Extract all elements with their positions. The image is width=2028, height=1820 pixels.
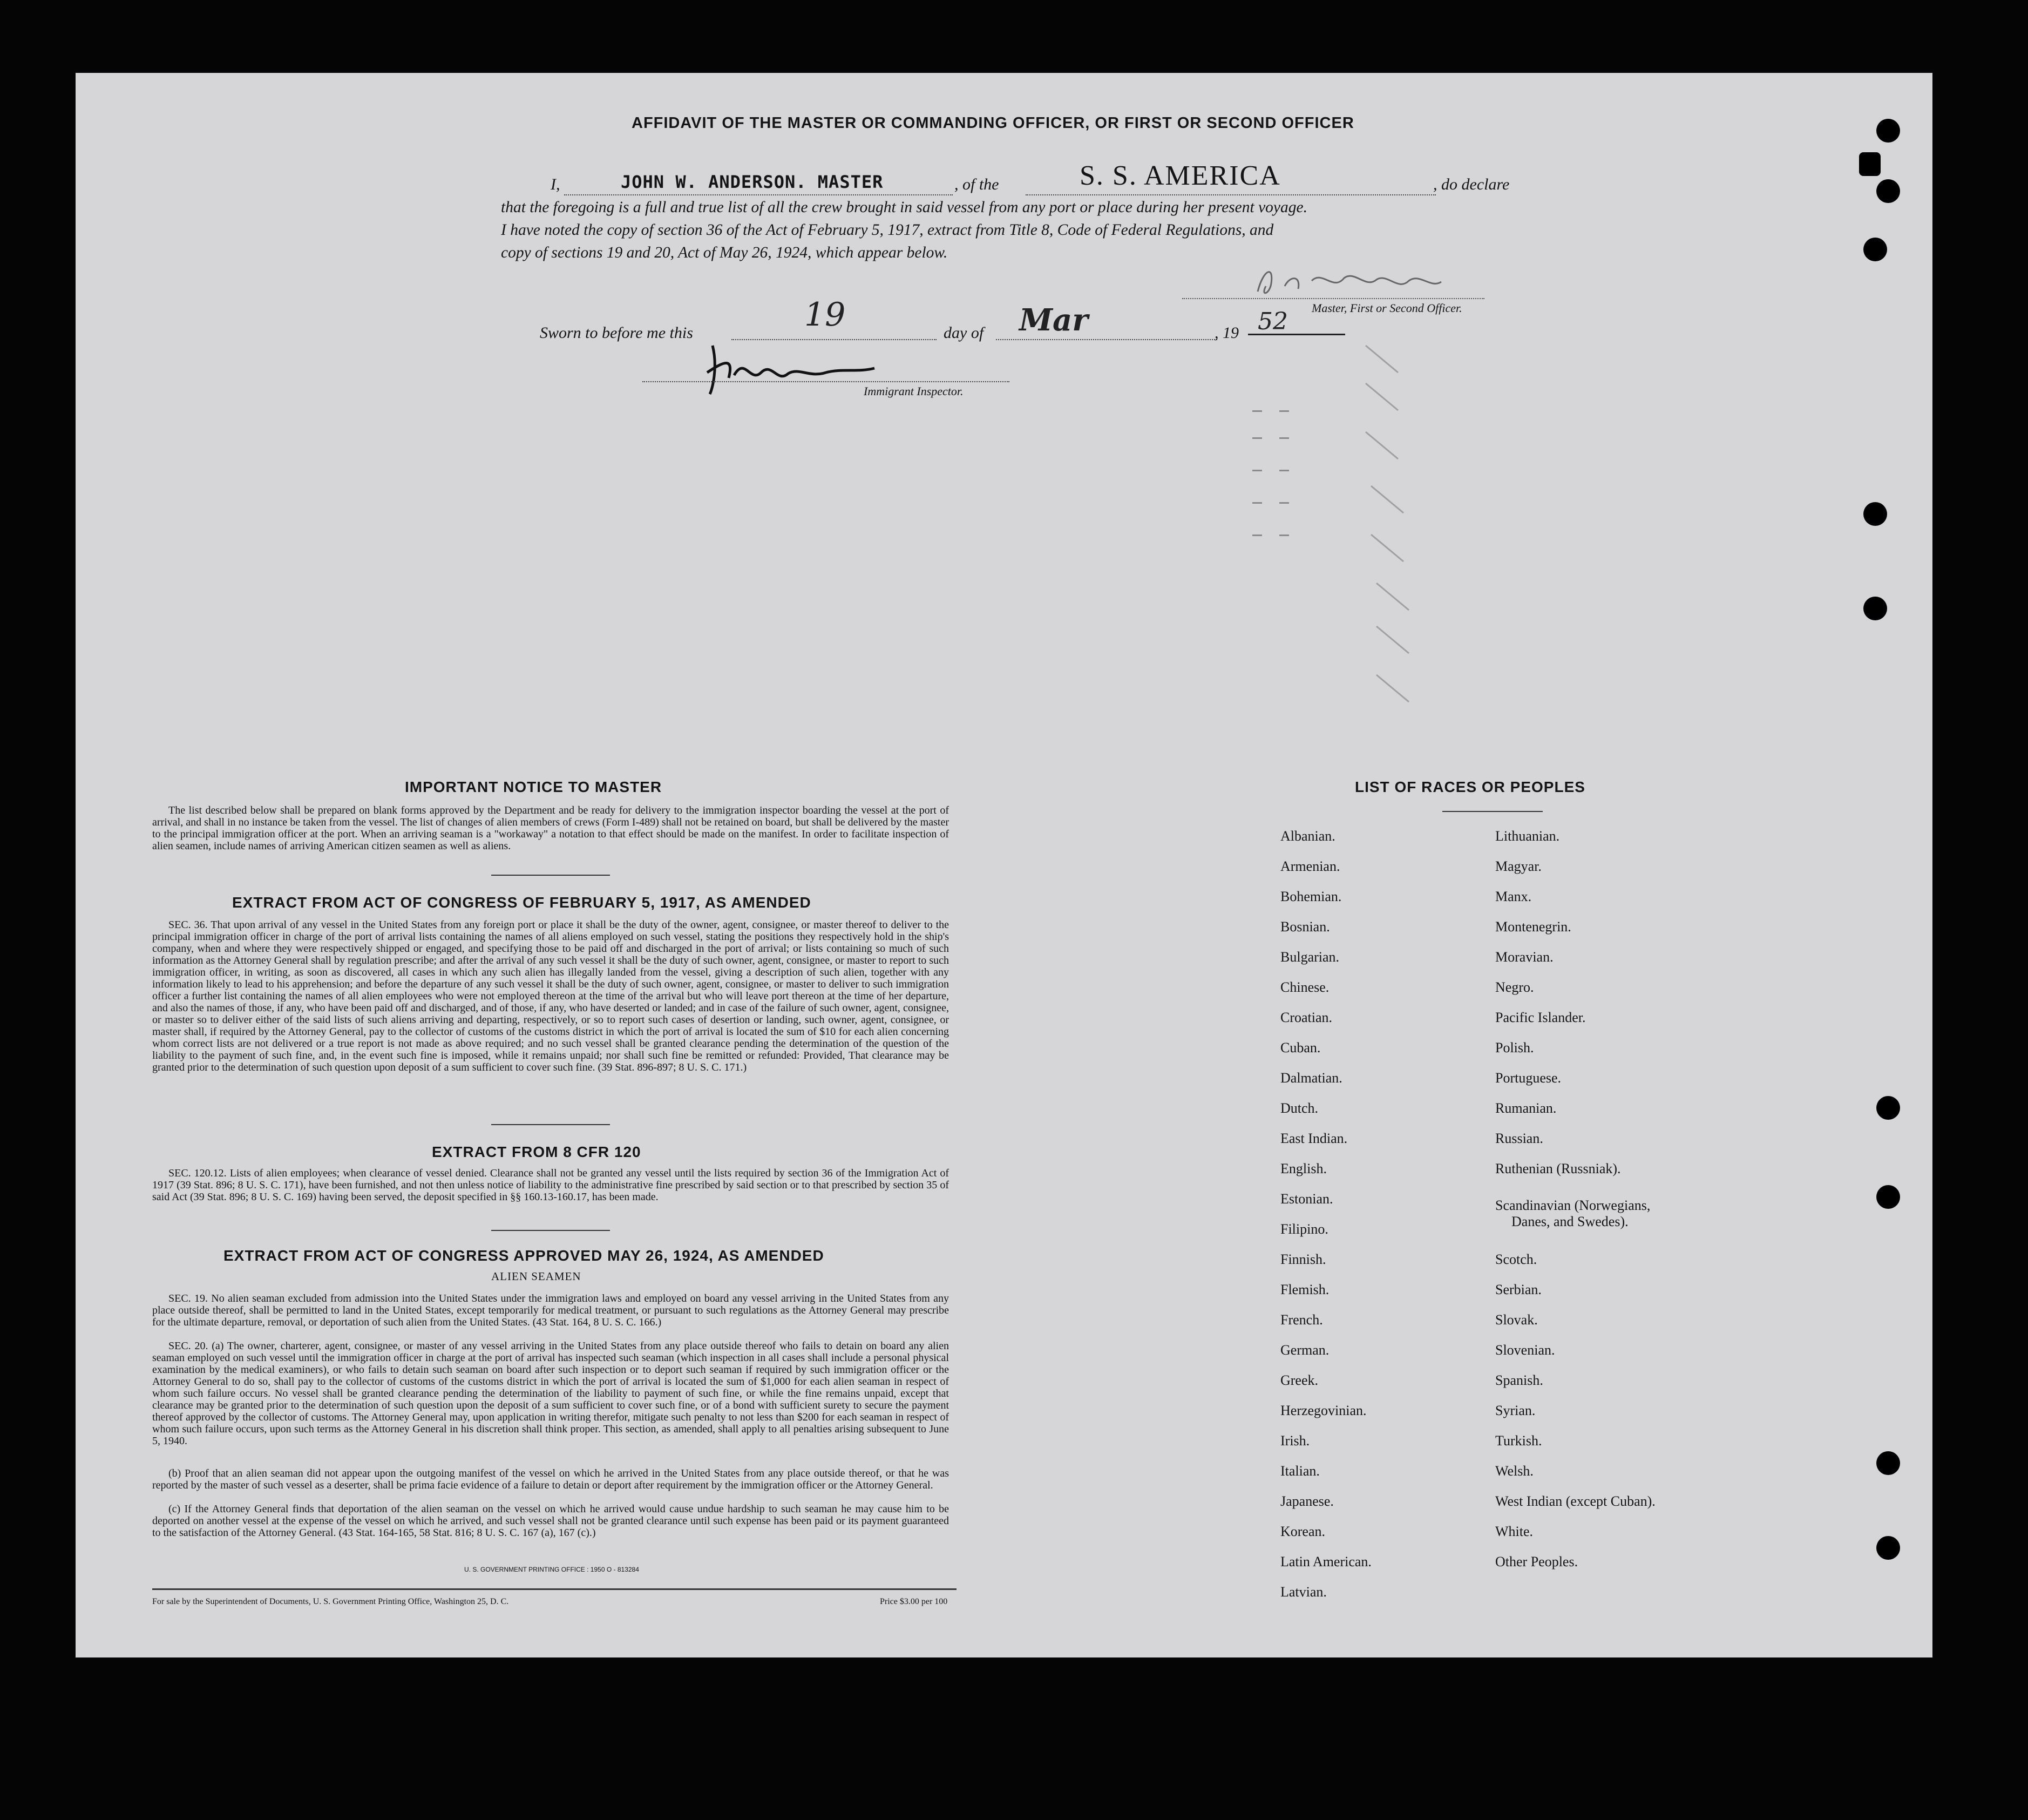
notice-body: The list described below shall be prepared on blank forms approved by the Department and be ready for delivery to the immigration inspector boarding the vessel at the port of arrival, and shall in no instance be taken from the vessel. The list of changes of alien members of crews (Form I-489) shall not be retained on board, but shall be delivered by the master to the principal immigration officer at the port. When an arriving seaman is a "workaway" a notation to that effect should be made on the manifest. In order to facilitate inspection of alien seamen, include names of arriving American citizen seamen as well as aliens.: [152, 804, 949, 852]
of-the-label: , of the: [954, 175, 999, 193]
race-item: French.: [1280, 1312, 1323, 1328]
race-item: Ruthenian (Russniak).: [1495, 1161, 1621, 1176]
gpo-imprint: U. S. GOVERNMENT PRINTING OFFICE : 1950 O - 813284: [464, 1566, 639, 1573]
race-item: Cuban.: [1280, 1040, 1321, 1056]
race-item: West Indian (except Cuban).: [1495, 1493, 1656, 1509]
affidavit-title: AFFIDAVIT OF THE MASTER OR COMMANDING OFFICER, OR FIRST OR SECOND OFFICER: [632, 114, 1354, 132]
binder-hole: [1863, 238, 1887, 261]
races-title: LIST OF RACES OR PEOPLES: [1355, 779, 1585, 795]
sale-notice: For sale by the Superintendent of Documents, U. S. Government Printing Office, Washington 25, D. C.: [152, 1597, 509, 1606]
vessel-name: S. S. AMERICA: [1080, 160, 1281, 191]
race-item: Croatian.: [1280, 1010, 1333, 1025]
do-declare-label: , do declare: [1433, 175, 1510, 193]
binder-hole: [1859, 152, 1881, 176]
race-item: Spanish.: [1495, 1372, 1543, 1388]
inspector-signature: [702, 335, 885, 400]
extract-1924-title: EXTRACT FROM ACT OF CONGRESS APPROVED MAY 26, 1924, AS AMENDED: [223, 1247, 824, 1264]
race-item: Finnish.: [1280, 1251, 1326, 1267]
affidavit-line-3: I have noted the copy of section 36 of the Act of February 5, 1917, extract from Title 8, Code of Federal Regulations, and: [501, 221, 1274, 239]
race-item: German.: [1280, 1342, 1330, 1358]
declarant-prefix: I,: [551, 175, 560, 193]
race-item: Chinese.: [1280, 979, 1330, 995]
binder-hole: [1876, 179, 1900, 203]
race-item: Latin American.: [1280, 1554, 1372, 1569]
extract-1924-subtitle: ALIEN SEAMEN: [491, 1270, 581, 1283]
race-item: Japanese.: [1280, 1493, 1334, 1509]
affidavit-line-2: that the foregoing is a full and true list of all the crew brought in said vessel from any port or place during her present voyage.: [501, 199, 1307, 216]
race-item: Syrian.: [1495, 1403, 1536, 1418]
master-signature: [1247, 259, 1495, 302]
binder-hole: [1863, 502, 1887, 526]
affidavit-line-4: copy of sections 19 and 20, Act of May 26, 1924, which appear below.: [501, 244, 948, 261]
race-item: Flemish.: [1280, 1282, 1330, 1297]
race-item: Montenegrin.: [1495, 919, 1571, 935]
extract-cfr-body: SEC. 120.12. Lists of alien employees; when clearance of vessel denied. Clearance shall not be granted any vessel until the lists required by section 36 of the Immigration Act of 1917 (39 Stat. 896; 8 U. S. C. 171), have been furnished, and not then unless notice of liability to the administrative fine prescribed by said section or to that prescribed by section 35 of said Act (39 Stat. 896; 8 U. S. C. 169) having been served, the deposit specified in §§ 160.13-160.17, has been made.: [152, 1167, 949, 1203]
extract-1924-sec20c: (c) If the Attorney General finds that deportation of the alien seaman on the vessel on which he arrived would cause undue hardship to such seaman he may cause him to be deported on another vessel at the expense of the vessel on which he arrived, and such vessel shall not be granted clearance until such expense has been paid or its payment guaranteed to the satisfaction of the Attorney General. (43 Stat. 164-165, 58 Stat. 816; 8 U. S. C. 167 (a), 167 (c).): [152, 1503, 949, 1539]
race-item: Negro.: [1495, 979, 1534, 995]
race-item: English.: [1280, 1161, 1327, 1176]
race-item: Dalmatian.: [1280, 1070, 1342, 1086]
race-item: Bosnian.: [1280, 919, 1330, 935]
race-item: Other Peoples.: [1495, 1554, 1578, 1569]
race-item: Scotch.: [1495, 1251, 1537, 1267]
race-item: Slovenian.: [1495, 1342, 1555, 1358]
race-item: Latvian.: [1280, 1584, 1327, 1600]
sworn-day: 19: [804, 296, 846, 334]
race-item: Bulgarian.: [1280, 949, 1340, 965]
notice-title: IMPORTANT NOTICE TO MASTER: [405, 779, 662, 795]
race-item: Portuguese.: [1495, 1070, 1562, 1086]
binder-hole: [1876, 1096, 1900, 1120]
bleed-through-marks: [1242, 324, 1727, 810]
extract-1917-title: EXTRACT FROM ACT OF CONGRESS OF FEBRUARY 5, 1917, AS AMENDED: [232, 894, 811, 911]
race-item: Dutch.: [1280, 1100, 1319, 1116]
extract-1917-body: SEC. 36. That upon arrival of any vessel in the United States from any foreign port or place it shall be the duty of the owner, agent, consignee, or master thereof to deliver to the principal immigration officer in charge of the port of arrival lists containing the names of all aliens employed on such vessel, stating the positions they respectively hold in the ship's company, when and where they were respectively shipped or engaged, and specifying those to be paid off and discharged in the port of arrival; or lists containing so much of such information as the Attorney General shall by regulation prescribe; and after the arrival of any such vessel it shall be the duty of such owner, agent, consignee, or master to report to such immigration officer, in writing, as soon as discovered, all cases in which any such alien has illegally landed from the vessel, giving a description of such alien, together with any information likely to lead to his apprehension; and before the departure of any such vessel it shall be the duty of such owner, agent, consignee, or master to deliver to such immigration officer a further list containing the names of all alien employees who were not employed thereon at the time of the arrival but who will leave port thereon at the time of her departure, and also the names of those, if any, who have been paid off and discharged, and of those, if any, who have deserted or landed; and in case of the failure of such owner, agent, consignee, or master so to deliver either of the said lists of such aliens arriving and departing, respectively, or so to report such cases of desertion or landing, such owner, agent, consignee, or master shall, if required by the Attorney General, pay to the collector of customs of the customs district in which the port of arrival is located the sum of $10 for each alien concerning whom correct lists are not delivered or a true report is not made as above required; and no such vessel shall be granted clearance pending the determination of the question of the liability to the payment of such fine, and, in the event such fine is imposed, while it remains unpaid; nor shall such fine be remitted or refunded: Provided, That clearance may be granted prior to the determination of such question upon deposit of a sum sufficient to cover such fine. (39 Stat. 896-897; 8 U. S. C. 171.): [152, 919, 949, 1073]
race-item: Serbian.: [1495, 1282, 1542, 1297]
race-item: Pacific Islander.: [1495, 1010, 1586, 1025]
race-item: East Indian.: [1280, 1131, 1348, 1146]
binder-hole: [1876, 1185, 1900, 1209]
race-item: Turkish.: [1495, 1433, 1542, 1449]
race-item: Albanian.: [1280, 828, 1335, 844]
race-item: Scandinavian (Norwegians,: [1495, 1197, 1651, 1213]
extract-cfr-title: EXTRACT FROM 8 CFR 120: [432, 1144, 641, 1160]
race-item: Slovak.: [1495, 1312, 1538, 1328]
master-signature-label: Master, First or Second Officer.: [1312, 301, 1462, 315]
race-item: Korean.: [1280, 1524, 1326, 1539]
declarant-name: JOHN W. ANDERSON. MASTER: [621, 172, 884, 192]
extract-1924-sec19: SEC. 19. No alien seaman excluded from admission into the United States under the immigration laws and employed on board any vessel arriving in the United States from any place outside thereof, shall be permitted to land in the United States, except temporarily for medical treatment, or pursuant to such regulations as the Attorney General may prescribe for the ultimate departure, removal, or deportation of such alien from the United States. (43 Stat. 164, 8 U. S. C. 166.): [152, 1293, 949, 1328]
binder-hole: [1876, 1451, 1900, 1475]
race-item: Magyar.: [1495, 858, 1542, 874]
race-item: Rumanian.: [1495, 1100, 1557, 1116]
race-item: Herzegovinian.: [1280, 1403, 1367, 1418]
extract-1924-sec20b: (b) Proof that an alien seaman did not appear upon the outgoing manifest of the vessel on which he arrived in the United States from any place outside thereof, or that he was reported by the master of such vessel as a deserter, shall be prima facie evidence of a failure to detain or deport after requirement by the immigration officer or the Attorney General.: [152, 1467, 949, 1491]
race-item: Bohemian.: [1280, 889, 1342, 904]
race-item: Italian.: [1280, 1463, 1320, 1479]
sworn-month: Mar: [1019, 302, 1088, 338]
race-item: Polish.: [1495, 1040, 1534, 1056]
day-of-label: day of: [944, 324, 984, 342]
race-item-continuation: Danes, and Swedes).: [1511, 1214, 1629, 1229]
sworn-label: Sworn to before me this: [540, 324, 693, 342]
race-item: Moravian.: [1495, 949, 1554, 965]
race-item: Estonian.: [1280, 1191, 1333, 1207]
race-item: White.: [1495, 1524, 1534, 1539]
race-item: Manx.: [1495, 889, 1532, 904]
race-item: Greek.: [1280, 1372, 1319, 1388]
year-prefix: , 19: [1215, 324, 1239, 342]
race-item: Filipino.: [1280, 1221, 1328, 1237]
race-item: Lithuanian.: [1495, 828, 1560, 844]
binder-hole: [1876, 1536, 1900, 1560]
binder-hole: [1863, 597, 1887, 620]
extract-1924-sec20a: SEC. 20. (a) The owner, charterer, agent, consignee, or master of any vessel arriving in the United States from any place outside thereof who fails to detain on board any alien seaman employed on such vessel until the immigration officer in charge at the port of arrival has inspected such seaman (which inspection in all cases shall include a personal physical examination by the medical examiners), or who fails to detain such seaman on board after such inspection or to deport such seaman if required by such immigration officer or the Attorney General to do so, shall pay to the collector of customs of the customs district in which the port of arrival is located the sum of $1,000 for each alien seaman in respect of whom such failure occurs. No vessel shall be granted clearance pending the determination of the liability to payment of such fine, or while the fine remains unpaid, except that clearance may be granted prior to the determination of such question upon the deposit of a sum sufficient to cover such fine, or of a bond with sufficient surety to secure the payment thereof approved by the collector of customs. The Attorney General may, upon application in writing therefor, mitigate such penalty to not less than $200 for each seaman in respect of whom such failure occurs, upon such terms as the Attorney General in his discretion shall think proper. This section, as amended, shall apply to all penalties arising subsequent to June 5, 1940.: [152, 1340, 949, 1447]
price-notice: Price $3.00 per 100: [880, 1597, 948, 1606]
race-item: Welsh.: [1495, 1463, 1534, 1479]
race-item: Russian.: [1495, 1131, 1543, 1146]
binder-hole: [1876, 119, 1900, 143]
race-item: Irish.: [1280, 1433, 1310, 1449]
race-item: Armenian.: [1280, 858, 1340, 874]
sworn-year: 52: [1258, 308, 1288, 335]
inspector-label: Immigrant Inspector.: [864, 384, 964, 398]
